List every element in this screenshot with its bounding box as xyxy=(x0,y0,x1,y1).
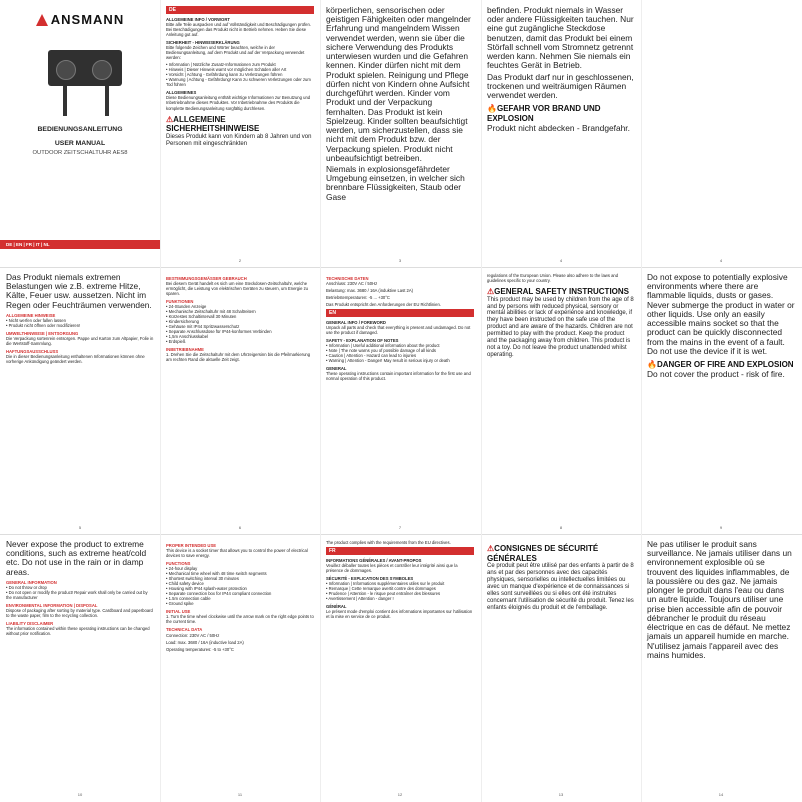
list-item: • Mechanische Zeitschaltuhr mit 48 Schaltreitern xyxy=(166,309,314,314)
paragraph: Ne pas utiliser le produit sans surveillance. Ne jamais utiliser dans un environnement explosible où se trouvent des liquides inflammables, de la poussière ou des gaz. Ne jamais plonger le produit dans l'eau ou dans un autre liquide. Toujours utiliser une prise bien accessible afin de pouvoir débrancher le produit du réseau électrique en cas de défaut. Ne mettez jamais un appareil humide en marche. N'utilisez jamais l'appareil avec des mains humides. xyxy=(647,539,792,660)
page-5-text xyxy=(0,267,160,534)
paragraph: Unpack all parts and check that everything is present and undamaged. Do not use the product if damaged. xyxy=(326,325,471,336)
paragraph: Produkt nicht abdecken - Brandgefahr. xyxy=(487,122,630,133)
section-heading: INBETRIEBNAHME xyxy=(166,347,204,353)
fire-icon: 🔥 xyxy=(487,104,497,114)
page-number: 10 xyxy=(77,792,83,798)
paragraph: Le présent mode d'emploi contient des informations importantes sur l'utilisation et la mise en service de ce produit. xyxy=(326,609,473,620)
paragraph: Dieses Produkt kann von Kindern ab 8 Jahren und von Personen mit eingeschränkten xyxy=(166,133,312,147)
list-item: • Produkt nicht öffnen oder modifizieren! xyxy=(6,323,154,328)
list-item: • 1,5m Anschlusskabel xyxy=(166,334,314,339)
section-heading: SÉCURITÉ - EXPLICATION DES SYMBOLES xyxy=(326,576,414,582)
warning-heading: ⚠GENERAL SAFETY INSTRUCTIONS xyxy=(487,287,629,297)
paragraph: körperlichen, sensorischen oder geistigen Fähigkeiten oder mangelnder Erfahrung und mangelndem Wissen verwendet werden, wenn sie über die sichere Verwendung des Produkts unterwiesen wurden und die Gefahren kennen. Kinder dürfen nicht mit dem Produkt spielen. Reinigung und Pflege dürfen nicht von Kindern ohne Aufsicht durchgeführt werden. Kinder vom Produkt und der Verpackung fernhalten. Das Produkt ist kein Spielzeug. Kinder sollten beaufsichtigt werden, um sicherzustellen, dass sie nicht mit dem Produkt bzw. der Verpackung spielen. Produkt nicht unbeaufsichtigt betreiben. xyxy=(326,5,471,163)
list-item: • Child safety device xyxy=(166,581,314,586)
page-2 xyxy=(160,0,320,267)
page-number: 3 xyxy=(398,258,402,264)
functions-list xyxy=(166,566,314,606)
list-item: • Information | Nützliche Zusatz-Informationen zum Produkt xyxy=(166,62,314,67)
spec-line: Anschluss: 230V AC / 50Hz xyxy=(326,281,378,287)
timer-housing xyxy=(48,50,122,86)
paragraph: Niemals in explosionsgefährdeter Umgebung einsetzen, in welcher sich brennbare Flüssigkeiten, Staub oder Gase xyxy=(326,163,465,202)
paragraph: Die Verpackung sortenrein entsorgen. Pappe und Karton zum Altpapier, Folie in die Wertstoff-Sammlung. xyxy=(6,336,154,347)
language-header: EN xyxy=(326,309,474,317)
page-10 xyxy=(0,534,160,801)
page-number: 4 xyxy=(719,258,723,264)
paragraph: 1. Drehen Sie die Zeitschaltuhr mit dem Uhrzeigersinn bis die Pfeilmarkierung am rechten Rand die aktuelle Zeit zeigt. xyxy=(166,352,311,363)
ground-spike xyxy=(63,86,67,116)
list-item: • Information | Useful additional information about the product xyxy=(326,343,474,348)
paragraph: This device is a socket timer that allows you to control the power of electrical devices to save energy. xyxy=(166,548,308,559)
socket-icon xyxy=(92,60,112,80)
spec-line: Betriebstemperaturen: -5 ... +30°C xyxy=(326,295,390,301)
section-heading: SAFETY - EXPLANATION OF NOTES xyxy=(326,338,399,344)
section-heading: GENERAL xyxy=(326,366,347,372)
product-image xyxy=(6,42,154,120)
page-7 xyxy=(320,267,480,534)
cover-page xyxy=(0,0,160,267)
paragraph: These operating instructions contain important information for the first use and normal operation of this product. xyxy=(326,371,471,382)
list-item: • Housing with IP44 splash-water protection xyxy=(166,586,314,591)
page-9 xyxy=(641,267,801,534)
warning-icon: ⚠ xyxy=(487,544,495,553)
list-item: • Separate Anschlussdose für IP44-konformes Verbinden xyxy=(166,329,314,334)
page-number: 6 xyxy=(238,525,242,531)
paragraph: The information contained within these operating instructions can be changed without prior notification. xyxy=(6,626,150,637)
section-heading: GÉNÉRAL xyxy=(326,604,347,610)
page-8 xyxy=(481,267,641,534)
list-item: • Gehäuse mit IP44 Spritzwasserschutz xyxy=(166,324,314,329)
page-number: 13 xyxy=(558,792,564,798)
section-heading: UMWELTHINWEISE | ENTSORGUNG xyxy=(6,331,79,337)
page-number: 14 xyxy=(718,792,724,798)
page-12 xyxy=(320,534,480,801)
spec-line: Operating temperatures: -5 to +30°C xyxy=(166,646,234,652)
list-item: • Kindersicherung xyxy=(166,319,314,324)
section-heading: HAFTUNGSAUSSCHLUSS xyxy=(6,349,59,355)
list-item: • Note | The note warns you of possible damage of all kinds xyxy=(326,348,474,353)
section-heading: ALLGEMEINE HINWEISE xyxy=(6,312,56,318)
socket-icon xyxy=(56,60,76,80)
section-heading: INITIAL USE xyxy=(166,609,191,615)
symbol-list xyxy=(326,343,474,363)
product-name: OUTDOOR ZEITSCHALTUHR AES8 xyxy=(32,149,128,156)
fire-heading: 🔥DANGER OF FIRE AND EXPLOSION xyxy=(647,360,794,370)
paragraph: Bitte alle Teile auspacken und auf Vollständigkeit und Beschädigungen prüfen. Bei Beschädigungen das Produkt nicht in Betrieb nehmen. Heben Sie diese Anleitung gut auf. xyxy=(166,22,311,38)
functions-list xyxy=(166,304,314,344)
section-heading: ENVIRONMENTAL INFORMATION | DISPOSAL xyxy=(6,603,98,609)
page-number: 2 xyxy=(238,258,242,264)
section-heading: GENERAL INFORMATION xyxy=(6,579,57,585)
list-item: • Kürzestes Schaltintervall 30 Minuten xyxy=(166,314,314,319)
manual-title-en: USER MANUAL xyxy=(54,139,106,147)
list-item: • Information | Informations supplémentaires utiles sur le produit xyxy=(326,581,474,586)
fire-icon: 🔥 xyxy=(647,360,657,370)
paragraph: Die in dieser Bedienungsanleitung enthaltenen Informationen können ohne vorherige Ankündigung geändert werden. xyxy=(6,354,145,365)
paragraph: The product complies with the requirements from the EU directives. xyxy=(326,540,451,545)
paragraph: befinden. Produkt niemals in Wasser oder andere Flüssigkeiten tauchen. Nur eine gut zugängliche Steckdose benutzen, damit das Produkt bei einem Störfall schnell vom Stromnetz getrennt werden kann. Nehmen Sie niemals ein feuchtes Gerät in Betrieb. xyxy=(487,5,634,71)
section-heading: ALLGEMEINE INFO / VORWORT xyxy=(166,17,230,22)
list-item: • Shortest switching interval 30 minutes xyxy=(166,576,314,581)
page-14 xyxy=(641,534,801,801)
page-number: 4 xyxy=(559,258,563,264)
page-number: 12 xyxy=(397,792,403,798)
section-heading: FUNKTIONEN xyxy=(166,299,194,305)
list-item: • 24-hour display xyxy=(166,566,314,571)
section-heading: INFORMATIONS GÉNÉRALES / AVANT-PROPOS xyxy=(326,558,422,564)
list-item: • Separate connection box for IP44 compliant connection xyxy=(166,591,314,596)
page-number: 9 xyxy=(719,525,723,531)
paragraph: Do not expose to potentially explosive environments where there are flammable liquids, dusts or gases. Never submerge the product in water or other liquids. Use only an easily accessible mains socket so that the product can be quickly disconnected from the mains in the event of a fault. Do not use the device if it is wet. xyxy=(647,272,795,356)
page-5 xyxy=(641,0,801,267)
list-item: • Vorsicht | Achtung - Gefährdung kann zu Verletzungen führen xyxy=(166,72,314,77)
warning-heading: ⚠ALLGEMEINE SICHERHEITSHINWEISE xyxy=(166,114,260,134)
list-item: • Erdspieß xyxy=(166,339,314,344)
page-4 xyxy=(481,0,641,267)
section-heading: FUNCTIONS xyxy=(166,561,191,567)
list-item: • Caution | Attention - Hazard can lead to injuries xyxy=(326,353,474,358)
section-heading: SICHERHEIT - HINWEISERKLÄRUNG xyxy=(166,40,240,46)
list-item: • Ground spike xyxy=(166,601,314,606)
page-3 xyxy=(320,0,480,267)
section-heading: BESTIMMUNGSGEMÄSSER GEBRAUCH xyxy=(166,276,247,281)
hints-list xyxy=(6,585,154,600)
ground-spike xyxy=(105,86,109,116)
list-item: • Avertissement | Attention - danger ! xyxy=(326,596,474,601)
page-number: 5 xyxy=(78,525,82,531)
list-item: • Mechanical time wheel with 48 time switch segments xyxy=(166,571,314,576)
section-heading: GENERAL INFO / FOREWORD xyxy=(326,320,386,326)
language-header: FR xyxy=(326,547,474,555)
paragraph: Das Produkt entspricht den Anforderungen der EU Richtlinien. xyxy=(326,302,441,308)
brand-logo xyxy=(6,12,154,28)
paragraph: Bitte folgende Zeichen und Wörter beachten, welche in der Bedienungsanleitung, auf dem Produkt und auf der Verpackung verwendet werden: xyxy=(166,45,305,61)
list-item: • Warning | Attention - Danger! May result in serious injury or death xyxy=(326,358,474,363)
page-6 xyxy=(160,267,320,534)
page-number: 8 xyxy=(559,525,563,531)
ansmann-logo-icon xyxy=(36,14,48,26)
symbol-list xyxy=(166,62,314,87)
list-item: • Prudence | Attention - le risque peut entraîner des blessures xyxy=(326,591,474,596)
page-number: 7 xyxy=(398,525,402,531)
spec-line: Connection: 230V AC / 50Hz xyxy=(166,632,220,638)
page-11 xyxy=(160,534,320,801)
paragraph: Dispose of packaging after sorting by material type. Cardboard and paperboard to the waste paper, film to the recycling collection. xyxy=(6,608,153,619)
section-heading: TECHNICAL DATA xyxy=(166,627,203,633)
brand-name: ANSMANN xyxy=(50,12,125,27)
page-number: 11 xyxy=(237,792,243,798)
list-item: • Remarque | Cette remarque avertit contre des dommages xyxy=(326,586,474,591)
list-item: • 24-Stunden Anzeige xyxy=(166,304,314,309)
section-heading: PROPER INTENDED USE xyxy=(166,543,217,548)
warning-icon: ⚠ xyxy=(166,114,174,124)
list-item: • Do not open or modify the product! Repair work shall only be carried out by the manufacturer xyxy=(6,590,154,600)
paragraph: Do not cover the product - risk of fire. xyxy=(647,368,785,379)
spec-line: Load: max. 3680 / 16A (inductive load 2A) xyxy=(166,639,244,645)
language-header: DE xyxy=(166,6,314,14)
paragraph: Das Produkt niemals extremen Belastungen wie z.B. extreme Hitze, Kälte, Feuer usw. aussetzen. Nicht im Regen oder Feuchträumen verwenden. xyxy=(6,272,152,310)
list-item: • Do not throw or drop xyxy=(6,585,154,590)
paragraph: Das Produkt darf nur in geschlossenen, trockenen und weiträumigen Räumen verwendet werden. xyxy=(487,71,634,101)
fire-heading: 🔥GEFAHR VOR BRAND UND EXPLOSION xyxy=(487,104,601,123)
symbol-list xyxy=(326,581,474,601)
paragraph: Bei diesem Gerät handelt es sich um eine Steckdosen-Zeitschaltuhr, welche ermöglicht, die Leistung von elektrischen Geräten zu steuern, um Energie zu sparen. xyxy=(166,281,308,297)
paragraph: 1. Turn the time wheel clockwise until the arrow mark on the right edge points to the current time. xyxy=(166,614,314,625)
paragraph: regulations of the European Union. Please also adhere to the laws and guidelines specific to your country. xyxy=(487,273,619,284)
warning-icon: ⚠ xyxy=(487,287,495,297)
paragraph: This product may be used by children from the age of 8 and by persons with reduced physical, sensory or mental abilities or lack of experience and knowledge, if they have been instructed on the safe use of the product and are aware of the hazards. Children are not permitted to play with the product. Keep the product and the packaging away from children. This product is not a toy. Do not leave the product unattended whilst operating. xyxy=(487,296,634,358)
hints-list xyxy=(6,318,154,328)
section-heading: TECHNISCHE DATEN xyxy=(326,276,369,281)
paragraph: Diese Bedienungsanleitung enthält wichtige Informationen zur Benutzung und Inbetriebnahme dieses Produktes. Vor Inbetriebnahme des Produkts die komplette Bedienungsanleitung sorgfältig durchlesen. xyxy=(166,95,311,111)
list-item: • Warnung | Achtung - Gefährdung! Kann zu schweren Verletzungen oder zum Tod führen xyxy=(166,77,314,87)
language-bar: DE | EN | FR | IT | NL xyxy=(0,240,160,249)
spec-line: Belastung: max. 3680 / 16A (induktive Last 2A) xyxy=(326,288,414,294)
list-item: • Hinweis | Dieser Hinweis warnt vor möglichen Schäden aller Art xyxy=(166,67,314,72)
section-heading: LIABILITY DISCLAIMER xyxy=(6,621,54,627)
paragraph: Veuillez déballer toutes les pièces et contrôler leur intégrité ainsi que la présence de dommages. xyxy=(326,563,458,574)
list-item: • Nicht werfen oder fallen lassen xyxy=(6,318,154,323)
warning-heading: ⚠CONSIGNES DE SÉCURITÉ GÉNÉRALES xyxy=(487,544,599,563)
paragraph: Never expose the product to extreme conditions, such as extreme heat/cold etc. Do not use in the rain or in damp areas. xyxy=(6,539,147,577)
paragraph: Ce produit peut être utilisé par des enfants à partir de 8 ans et par des personnes avec des capacités physiques, sensorielles ou intellectuelles limitées ou avec un manque d'expérience et de connaissances si elles sont surveillées ou si elles ont été instruites concernant l'utilisation de sécurité du produit. Tenez les enfants éloignés du produit et de l'emballage. xyxy=(487,563,634,611)
list-item: • 1.5m connection cable xyxy=(166,596,314,601)
manual-title-de: BEDIENUNGSANLEITUNG xyxy=(37,125,123,133)
page-13 xyxy=(481,534,641,801)
section-heading: ALLGEMEINES xyxy=(166,90,197,96)
